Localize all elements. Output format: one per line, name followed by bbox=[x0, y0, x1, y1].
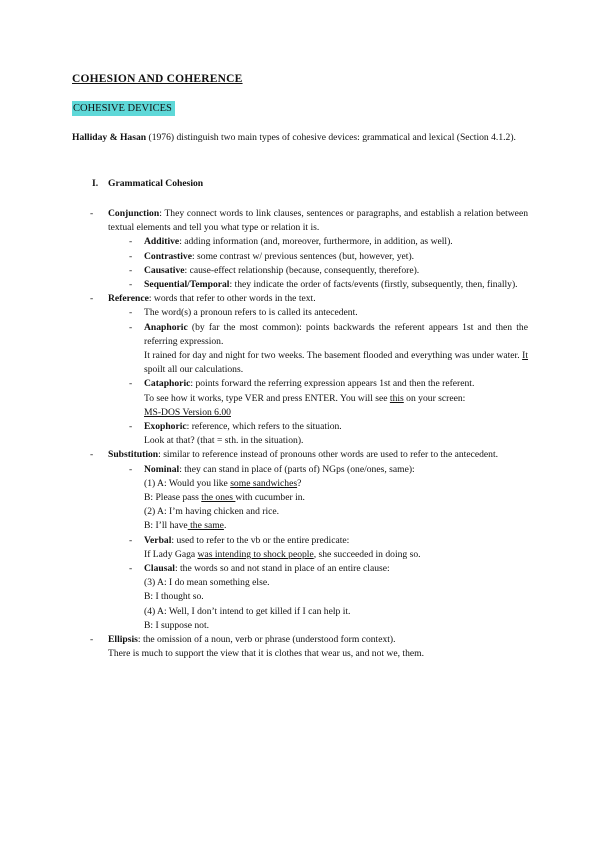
clausal-text: : the words so and not stand in place of an entire clause: bbox=[174, 563, 390, 575]
example-underlined: MS-DOS Version 6.00 bbox=[144, 406, 231, 418]
example-text: spoilt all our calculations. bbox=[144, 364, 244, 376]
list-item-reference bbox=[72, 292, 528, 306]
ellipsis-example: There is much to support the view that it is clothes that wear us, and not we, them. bbox=[108, 648, 424, 660]
example-text: To see how it works, type VER and press ENTER. You will see bbox=[144, 392, 390, 404]
intro-paragraph bbox=[72, 131, 528, 145]
term-ellipsis: Ellipsis bbox=[108, 634, 138, 646]
heading-label: Grammatical Cohesion bbox=[108, 178, 204, 189]
sub-item-cataphoric bbox=[72, 377, 528, 391]
sub-item-verbal bbox=[72, 534, 528, 548]
bullet-dash: - bbox=[129, 307, 133, 319]
bullet-dash: - bbox=[129, 421, 133, 433]
term-conjunction: Conjunction bbox=[108, 208, 160, 219]
page-title: COHESION AND COHERENCE bbox=[72, 73, 243, 85]
bullet-dash: - bbox=[90, 449, 94, 461]
example-text: with cucumber in. bbox=[235, 492, 305, 504]
example-text: B: I’ll have bbox=[144, 520, 188, 532]
example-text: If Lady Gaga bbox=[144, 548, 198, 560]
sub-item-antecedent bbox=[72, 306, 528, 320]
verbal-example bbox=[72, 548, 528, 562]
term-causative: Causative bbox=[144, 264, 185, 276]
sub-item-anaphoric bbox=[72, 321, 528, 349]
sequential-text: : they indicate the order of facts/events (firstly, subsequently, then, finally). bbox=[229, 279, 518, 291]
nominal-example: (2) A: I’m having chicken and rice. bbox=[144, 506, 280, 518]
term-exophoric: Exophoric bbox=[144, 421, 187, 433]
sub-item-sequential bbox=[72, 278, 528, 292]
clausal-example: B: I suppose not. bbox=[144, 619, 210, 631]
list-item-substitution bbox=[72, 448, 528, 462]
bullet-dash: - bbox=[90, 293, 94, 305]
clausal-example: (3) A: I do mean something else. bbox=[144, 577, 270, 589]
example-text: ? bbox=[297, 477, 302, 489]
intro-authors: Halliday & Hasan bbox=[72, 132, 147, 143]
list-item-ellipsis bbox=[72, 633, 528, 647]
sub-item-additive bbox=[72, 235, 528, 249]
bullet-dash: - bbox=[129, 534, 133, 546]
bullet-dash: - bbox=[129, 250, 133, 262]
example-underlined: the ones bbox=[201, 492, 236, 504]
example-text: , she succeeded in doing so. bbox=[313, 548, 421, 560]
section-heading bbox=[92, 177, 203, 191]
example-text: B: Please pass bbox=[144, 492, 202, 504]
anaphoric-text: (by far the most common): points backwards the referent appears 1st and then the referring expression. bbox=[144, 321, 528, 347]
example-text: . bbox=[223, 520, 227, 532]
ellipsis-text: : the omission of a noun, verb or phrase (understood form context). bbox=[137, 634, 396, 646]
example-text: (1) A: Would you like bbox=[144, 477, 231, 489]
conjunction-text: : They connect words to link clauses, sentences or paragraphs, and establish a relation between textual elements and tell you what type or relation it is. bbox=[108, 208, 528, 234]
term-reference: Reference bbox=[108, 293, 149, 305]
bullet-dash: - bbox=[129, 321, 133, 333]
example-underlined: It bbox=[522, 350, 528, 362]
cataphoric-example-line bbox=[72, 406, 528, 420]
sub-item-exophoric bbox=[72, 420, 528, 434]
list-item-conjunction bbox=[72, 207, 528, 235]
bullet-dash: - bbox=[90, 634, 94, 646]
additive-text: : adding information (and, moreover, furthermore, in addition, as well). bbox=[179, 236, 453, 248]
example-underlined: was intending to shock people bbox=[197, 548, 314, 560]
example-underlined: some sandwiches bbox=[230, 477, 298, 489]
nominal-example bbox=[72, 519, 528, 533]
example-text: It rained for day and night for two weeks. The basement flooded and everything was under water. bbox=[144, 350, 523, 362]
antecedent-text: The word(s) a pronoun refers to is called its antecedent. bbox=[144, 307, 358, 319]
bullet-dash: - bbox=[90, 208, 94, 219]
term-contrastive: Contrastive bbox=[144, 250, 192, 262]
bullet-dash: - bbox=[129, 236, 133, 248]
exophoric-example: Look at that? (that = sth. in the situation). bbox=[144, 435, 304, 447]
example-text: on your screen: bbox=[403, 392, 466, 404]
term-additive: Additive bbox=[144, 236, 180, 248]
sub-item-causative bbox=[72, 264, 528, 278]
cataphoric-text: : points forward the referring expression appears 1st and then the referent. bbox=[190, 378, 475, 390]
intro-text: (1976) distinguish two main types of cohesive devices: grammatical and lexical (Section 4.1.2). bbox=[146, 132, 516, 143]
clausal-example: (4) A: Well, I don’t intend to get killed if I can help it. bbox=[144, 605, 351, 617]
reference-text: : words that refer to other words in the text. bbox=[148, 293, 316, 305]
term-clausal: Clausal bbox=[144, 563, 175, 575]
nominal-text: : they can stand in place of (parts of) NGps (one/ones, same): bbox=[179, 463, 415, 475]
bullet-dash: - bbox=[129, 264, 133, 276]
anaphoric-example bbox=[72, 349, 528, 377]
exophoric-text: : reference, which refers to the situation. bbox=[186, 421, 342, 433]
content-body bbox=[72, 207, 528, 662]
cataphoric-example bbox=[72, 392, 528, 406]
bullet-dash: - bbox=[129, 563, 133, 575]
nominal-example bbox=[72, 477, 528, 491]
term-nominal: Nominal bbox=[144, 463, 180, 475]
term-sequential: Sequential/Temporal bbox=[144, 279, 230, 291]
bullet-dash: - bbox=[129, 378, 133, 390]
example-underlined: the same bbox=[187, 520, 224, 532]
bullet-dash: - bbox=[129, 279, 133, 291]
term-anaphoric: Anaphoric bbox=[144, 321, 188, 333]
nominal-example bbox=[72, 491, 528, 505]
substitution-text: : similar to reference instead of pronouns other words are used to refer to the antecedent. bbox=[158, 449, 499, 461]
clausal-example: B: I thought so. bbox=[144, 591, 204, 603]
causative-text: : cause-effect relationship (because, consequently, therefore). bbox=[184, 264, 420, 276]
sub-item-contrastive bbox=[72, 250, 528, 264]
sub-item-nominal bbox=[72, 463, 528, 477]
heading-number: I. bbox=[92, 178, 99, 189]
sub-item-clausal bbox=[72, 562, 528, 576]
term-substitution: Substitution bbox=[108, 449, 159, 461]
bullet-dash: - bbox=[129, 463, 133, 475]
term-verbal: Verbal bbox=[144, 534, 172, 546]
contrastive-text: : some contrast w/ previous sentences (but, however, yet). bbox=[191, 250, 415, 262]
section-label-highlighted: COHESIVE DEVICES bbox=[72, 101, 175, 116]
verbal-text: : used to refer to the vb or the entire predicate: bbox=[171, 534, 350, 546]
example-underlined: this bbox=[389, 392, 404, 404]
term-cataphoric: Cataphoric bbox=[144, 378, 191, 390]
